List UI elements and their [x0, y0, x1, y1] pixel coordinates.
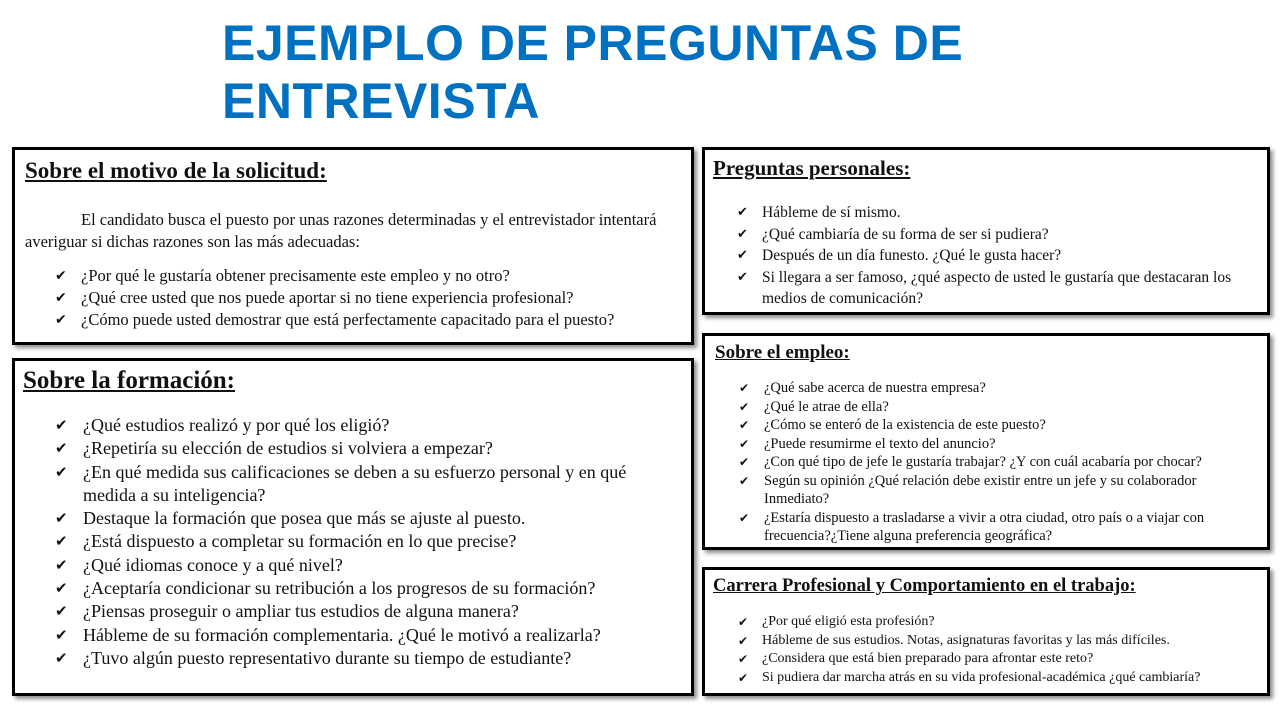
checkmark-icon: ✔	[55, 625, 68, 644]
list-item-text: ¿Piensas proseguir o ampliar tus estudios de alguna manera?	[83, 601, 519, 622]
list-item	[23, 600, 681, 623]
checkmark-icon: ✔	[55, 648, 68, 667]
list-item	[23, 554, 681, 577]
list-item	[23, 414, 681, 437]
list-item-text: Hábleme de su formación complementaria. ¿Qué le motivó a realizarla?	[83, 624, 601, 645]
checkmark-icon: ✔	[737, 269, 748, 285]
list-item	[23, 461, 681, 508]
motivo-intro: El candidato busca el puesto por unas razones determinadas y el entrevistador intentará averiguar si dichas razones son las más adecuadas:	[25, 210, 657, 251]
list-item-text: ¿Repetiría su elección de estudios si volviera a empezar?	[83, 438, 493, 459]
formacion-list	[23, 414, 681, 670]
list-item-text: ¿Considera que está bien preparado para afrontar este reto?	[762, 651, 1094, 666]
checkmark-icon: ✔	[55, 439, 68, 458]
list-item-text: Destaque la formación que posea que más se ajuste al puesto.	[83, 508, 526, 529]
checkmark-icon: ✔	[738, 670, 749, 685]
list-item	[713, 245, 1259, 267]
list-item-text: ¿Con qué tipo de jefe le gustaría trabajar? ¿Y con cuál acabaría por chocar?	[764, 454, 1202, 470]
checkmark-icon: ✔	[55, 579, 68, 598]
list-item-text: Si llegara a ser famoso, ¿qué aspecto de usted le gustaría que destacaran los medios de comunicación?	[762, 268, 1232, 307]
checkmark-icon: ✔	[738, 652, 749, 666]
list-item	[23, 624, 681, 647]
checkmark-icon: ✔	[739, 399, 750, 414]
list-item	[713, 613, 1259, 632]
list-item-text: ¿Cómo se enteró de la existencia de este puesto?	[764, 417, 1046, 433]
personales-heading: Preguntas personales:	[713, 156, 911, 180]
checkmark-icon: ✔	[55, 462, 68, 481]
list-item-text: ¿Por qué le gustaría obtener precisamente este empleo y no otro?	[81, 266, 510, 285]
slide-title: EJEMPLO DE PREGUNTAS DE ENTREVISTA	[222, 15, 964, 129]
list-item-text: ¿Qué le atrae de ella?	[764, 398, 889, 415]
list-item-text: ¿Tuvo algún puesto representativo durante su tiempo de estudiante?	[83, 647, 572, 668]
list-item	[715, 453, 1259, 472]
list-item-text: ¿Cómo puede usted demostrar que está perfectamente capacitado para el puesto?	[81, 310, 615, 329]
list-item-text: Después de un día funesto. ¿Qué le gusta hacer?	[762, 247, 1062, 264]
list-item	[715, 509, 1259, 546]
list-item	[25, 287, 681, 309]
motivo-list	[25, 265, 681, 331]
list-item-text: Según su opinión ¿Qué relación debe existir entre un jefe y su colaborador Inmediato?	[764, 472, 1197, 507]
list-item-text: ¿Qué sabe acerca de nuestra empresa?	[764, 380, 986, 396]
checkmark-icon: ✔	[737, 205, 748, 220]
list-item-text: ¿En qué medida sus calificaciones se deben a su esfuerzo personal y en qué medida a su inteligencia?	[83, 461, 627, 505]
carrera-heading: Carrera Profesional y Comportamiento en el trabajo:	[713, 576, 1136, 596]
list-item-text: ¿Qué cree usted que nos puede aportar si no tiene experiencia profesional?	[81, 288, 574, 307]
checkmark-icon: ✔	[55, 509, 68, 528]
list-item	[25, 309, 681, 331]
list-item-text: ¿Qué cambiaría de su forma de ser si pudiera?	[762, 225, 1049, 243]
checkmark-icon: ✔	[737, 248, 748, 263]
list-item-text: ¿Aceptaría condicionar su retribución a los progresos de su formación?	[83, 578, 596, 599]
list-item	[23, 437, 681, 460]
carrera-list	[713, 613, 1259, 687]
list-item	[713, 202, 1259, 224]
list-item	[713, 632, 1259, 651]
list-item-text: Hábleme de sí mismo.	[762, 204, 901, 221]
list-item	[715, 379, 1259, 398]
checkmark-icon: ✔	[738, 615, 749, 629]
checkmark-icon: ✔	[55, 312, 67, 328]
checkmark-icon: ✔	[739, 455, 750, 469]
list-item	[713, 224, 1259, 246]
personales-list	[713, 202, 1259, 310]
list-item-text: ¿Estaría dispuesto a trasladarse a vivir a otra ciudad, otro país o a viajar con frecuencia?¿Tiene alguna preferencia geográfica?	[764, 509, 1205, 544]
checkmark-icon: ✔	[737, 226, 748, 242]
checkmark-icon: ✔	[55, 268, 67, 284]
list-item-text: ¿Qué idiomas conoce y a qué nivel?	[83, 554, 343, 575]
empleo-box	[702, 333, 1270, 550]
list-item	[23, 647, 681, 670]
list-item-text: ¿Por qué eligió esta profesión?	[762, 614, 935, 629]
checkmark-icon: ✔	[739, 418, 750, 432]
list-item-text: ¿Está dispuesto a completar su formación en lo que precise?	[83, 531, 517, 552]
motivo-solicitud-box	[12, 147, 694, 345]
checkmark-icon: ✔	[55, 555, 68, 574]
list-item	[713, 267, 1259, 310]
list-item-text: Hábleme de sus estudios. Notas, asignaturas favoritas y las más difíciles.	[762, 632, 1170, 648]
list-item	[25, 265, 681, 287]
empleo-heading: Sobre el empleo:	[715, 342, 850, 363]
checkmark-icon: ✔	[739, 381, 750, 395]
checkmark-icon: ✔	[738, 633, 749, 648]
formacion-box	[12, 358, 694, 696]
checkmark-icon: ✔	[55, 602, 68, 621]
list-item-text: ¿Qué estudios realizó y por qué los eligió?	[83, 415, 390, 435]
checkmark-icon: ✔	[55, 532, 68, 551]
motivo-heading: Sobre el motivo de la solicitud:	[25, 158, 327, 183]
list-item	[715, 416, 1259, 435]
list-item	[715, 472, 1259, 509]
list-item	[715, 398, 1259, 417]
formacion-heading: Sobre la formación:	[23, 367, 236, 394]
list-item-text: Si pudiera dar marcha atrás en su vida profesional-académica ¿qué cambiaría?	[762, 669, 1201, 685]
list-item	[713, 669, 1259, 688]
list-item	[23, 507, 681, 530]
checkmark-icon: ✔	[739, 510, 750, 525]
empleo-list	[715, 379, 1259, 546]
carrera-box	[702, 567, 1270, 696]
list-item	[713, 650, 1259, 669]
list-item	[23, 577, 681, 600]
preguntas-personales-box	[702, 147, 1270, 315]
list-item-text: ¿Puede resumirme el texto del anuncio?	[764, 435, 996, 452]
checkmark-icon: ✔	[55, 290, 67, 306]
list-item	[715, 435, 1259, 454]
checkmark-icon: ✔	[739, 473, 750, 488]
checkmark-icon: ✔	[739, 436, 750, 451]
checkmark-icon: ✔	[55, 416, 68, 434]
list-item	[23, 530, 681, 553]
